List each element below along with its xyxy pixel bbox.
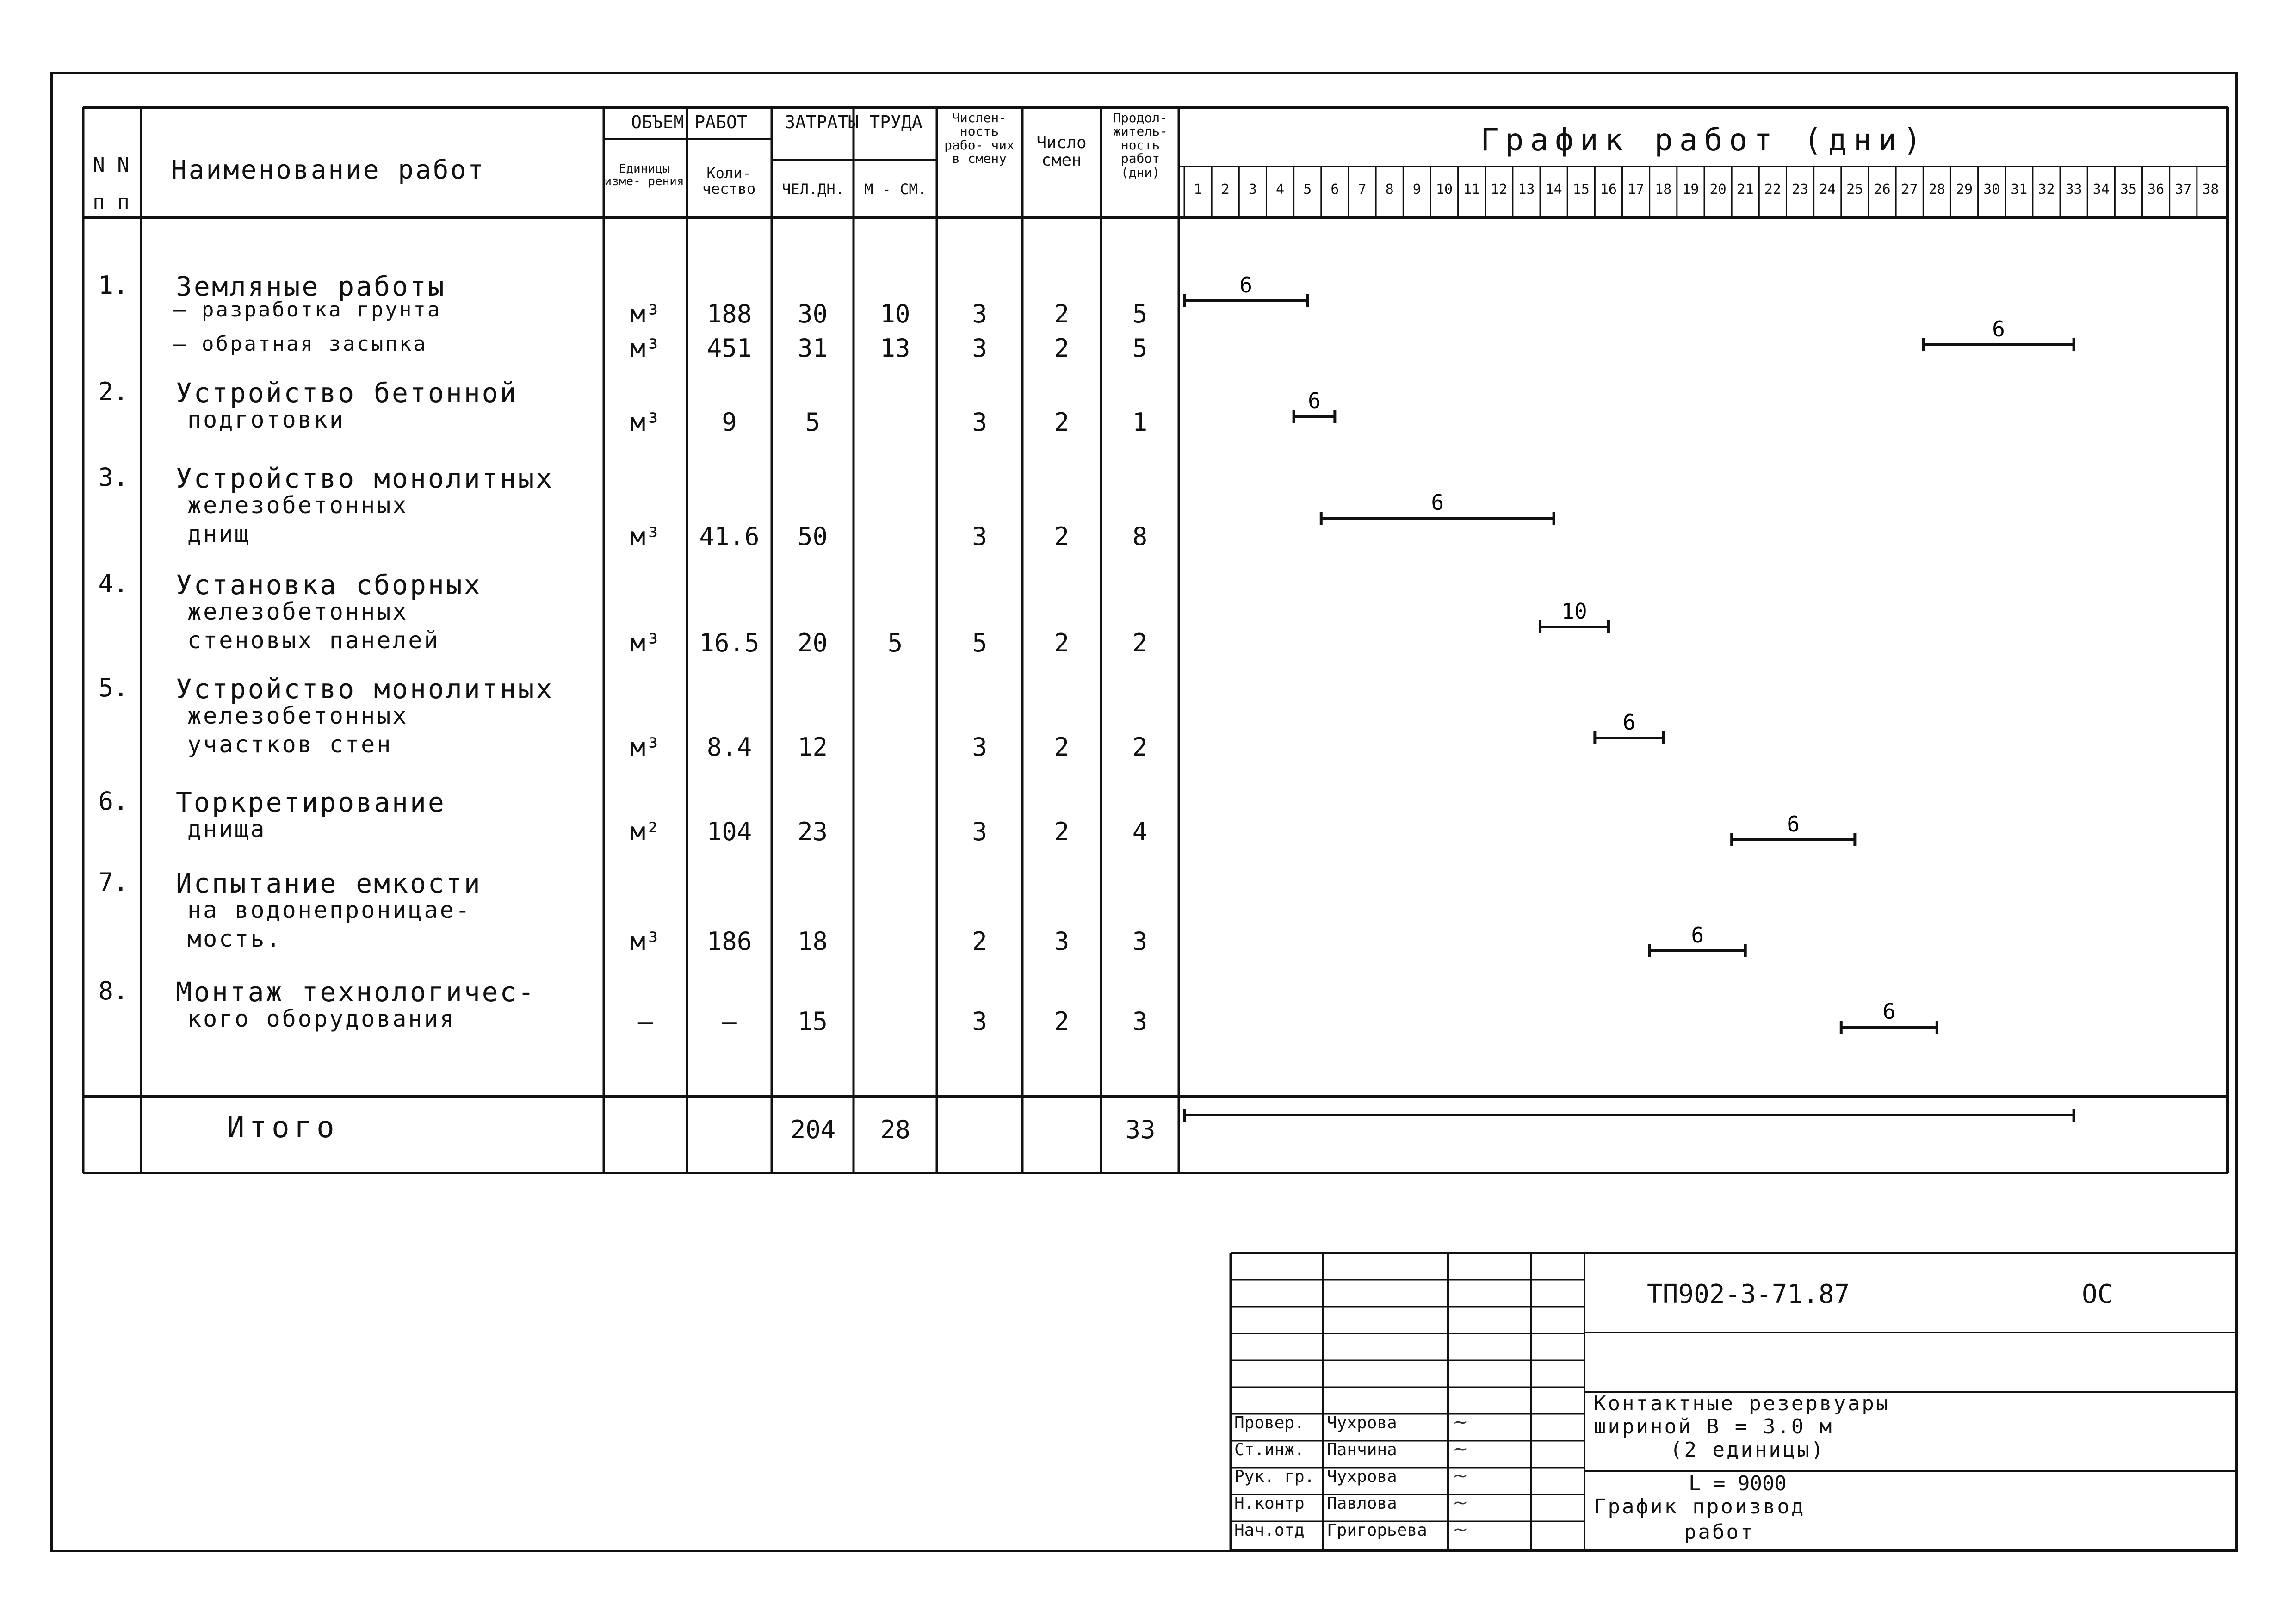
day-10: 10 xyxy=(1436,181,1453,198)
row-dur: 5 xyxy=(1132,299,1148,329)
day-37: 37 xyxy=(2175,181,2192,198)
total-mach: 28 xyxy=(880,1115,911,1144)
doc-title-1: Контактные резервуары xyxy=(1594,1392,1890,1415)
header-schedule: График работ (дни) xyxy=(1480,122,1928,158)
row-qty: 104 xyxy=(706,817,752,846)
day-22: 22 xyxy=(1764,181,1781,198)
day-15: 15 xyxy=(1572,181,1590,198)
work-name-line: на водонепроницае- xyxy=(187,897,471,924)
row-shifts: 2 xyxy=(1054,628,1070,657)
day-21: 21 xyxy=(1737,181,1754,198)
day-5: 5 xyxy=(1303,181,1312,198)
row-mandays: 30 xyxy=(797,299,828,329)
row-shifts: 2 xyxy=(1054,732,1070,762)
schedule-bar-label: 6 xyxy=(1992,316,2005,341)
row-number: 7. xyxy=(98,868,129,897)
day-3: 3 xyxy=(1248,181,1257,198)
row-workers: 5 xyxy=(972,628,987,657)
role-label: Нач.отд xyxy=(1234,1521,1305,1540)
day-16: 16 xyxy=(1600,181,1617,198)
row-qty: 16.5 xyxy=(699,628,760,657)
work-name-line: Устройство монолитных xyxy=(176,673,554,705)
person-name: Панчина xyxy=(1327,1440,1397,1459)
header-unit: Единицы изме- рения xyxy=(604,162,684,189)
row-shifts: 2 xyxy=(1054,408,1070,437)
day-27: 27 xyxy=(1901,181,1918,198)
schedule-bar-label: 6 xyxy=(1691,923,1704,948)
day-33: 33 xyxy=(2065,181,2082,198)
schedule-bar-1 xyxy=(1923,316,2073,351)
total-label: Итого xyxy=(227,1110,339,1145)
doc-code: ТП902-3-71.87 xyxy=(1647,1279,1850,1309)
role-label: Н.контр xyxy=(1234,1494,1305,1513)
signature-mark: ~ xyxy=(1453,1465,1468,1487)
doc-subtitle-1: График производ xyxy=(1594,1495,1806,1519)
schedule-bar-label: 6 xyxy=(1622,710,1636,735)
day-17: 17 xyxy=(1628,181,1645,198)
row-mandays: 18 xyxy=(797,927,828,956)
row-qty: — xyxy=(722,1007,737,1036)
row-unit: м³ xyxy=(630,522,661,551)
work-name-line: Устройство бетонной xyxy=(176,377,518,409)
day-9: 9 xyxy=(1412,181,1421,198)
row-mandays: 20 xyxy=(797,628,828,657)
header-machshift: М - СМ. xyxy=(864,180,927,198)
doc-title-3: (2 единицы) xyxy=(1670,1438,1826,1462)
work-name-line: Земляные работы xyxy=(176,271,446,302)
row-qty: 451 xyxy=(706,334,752,363)
work-name-line: Торкретирование xyxy=(176,787,446,818)
row-dur: 3 xyxy=(1132,1007,1148,1036)
doc-title-4: L = 9000 xyxy=(1689,1472,1787,1495)
schedule-bar-label: 6 xyxy=(1882,999,1896,1024)
row-dur: 2 xyxy=(1132,732,1148,762)
row-mandays: 15 xyxy=(797,1007,828,1036)
row-workers: 3 xyxy=(972,817,987,846)
header-duration: Продол- житель- ность работ (дни) xyxy=(1113,110,1168,180)
day-18: 18 xyxy=(1655,181,1672,198)
day-25: 25 xyxy=(1846,181,1863,198)
role-label: Провер. xyxy=(1234,1413,1305,1432)
total-duration: 33 xyxy=(1125,1115,1156,1144)
day-12: 12 xyxy=(1491,181,1508,198)
row-unit: м³ xyxy=(630,299,661,329)
row-number: 1. xyxy=(98,271,129,300)
row-workers: 2 xyxy=(972,927,987,956)
work-name-line: железобетонных xyxy=(187,492,408,519)
row-workers: 3 xyxy=(972,522,987,551)
day-20: 20 xyxy=(1709,181,1727,198)
doc-title-2: шириной В = 3.0 м xyxy=(1594,1415,1834,1438)
schedule-bar-label: 6 xyxy=(1308,388,1321,413)
row-qty: 186 xyxy=(706,927,752,956)
row-dur: 4 xyxy=(1132,817,1148,846)
row-unit: — xyxy=(637,1007,653,1036)
row-mach: 5 xyxy=(887,628,903,657)
header-nn: N N xyxy=(93,153,130,177)
work-name-line: участков стен xyxy=(187,731,393,758)
row-unit: м³ xyxy=(630,927,661,956)
row-workers: 3 xyxy=(972,299,987,329)
work-name-line: кого оборудования xyxy=(187,1005,456,1032)
day-31: 31 xyxy=(2011,181,2028,198)
work-name-line: – обратная засыпка xyxy=(173,332,427,356)
row-shifts: 2 xyxy=(1054,817,1070,846)
work-name-line: железобетонных xyxy=(187,598,408,625)
day-13: 13 xyxy=(1518,181,1535,198)
schedule-bar-0 xyxy=(1184,273,1307,307)
signature-mark: ~ xyxy=(1453,1412,1468,1433)
header-labor: ЗАТРАТЫ ТРУДА xyxy=(785,112,922,132)
header-workers: Числен- ность рабо- чих в смену xyxy=(944,110,1015,167)
schedule-bar-9 xyxy=(1184,1109,2074,1122)
schedule-bar-6 xyxy=(1732,812,1855,846)
day-29: 29 xyxy=(1956,181,1973,198)
schedule-bar-label: 6 xyxy=(1431,490,1444,515)
day-26: 26 xyxy=(1874,181,1891,198)
row-mandays: 50 xyxy=(797,522,828,551)
row-dur: 1 xyxy=(1132,408,1148,437)
row-number: 4. xyxy=(98,569,129,598)
role-label: Ст.инж. xyxy=(1234,1440,1305,1459)
schedule-bar-7 xyxy=(1650,923,1745,957)
schedule-bar-3 xyxy=(1321,490,1554,525)
work-name-line: днищ xyxy=(187,521,251,547)
header-name: Наименование работ xyxy=(171,155,485,185)
day-2: 2 xyxy=(1221,181,1230,198)
day-35: 35 xyxy=(2120,181,2137,198)
work-name-line: днища xyxy=(187,816,266,843)
row-unit: м³ xyxy=(630,408,661,437)
work-name-line: Установка сборных xyxy=(176,569,482,601)
row-mandays: 12 xyxy=(797,732,828,762)
schedule-bar-5 xyxy=(1595,710,1663,744)
row-unit: м³ xyxy=(630,732,661,762)
header-manday: ЧЕЛ.ДН. xyxy=(782,180,844,198)
row-workers: 3 xyxy=(972,408,987,437)
row-qty: 9 xyxy=(722,408,737,437)
row-qty: 8.4 xyxy=(706,732,752,762)
signature-mark: ~ xyxy=(1453,1438,1468,1460)
header-pp: п п xyxy=(93,190,130,214)
day-23: 23 xyxy=(1791,181,1809,198)
header-shifts: Число смен xyxy=(1036,133,1087,170)
row-mandays: 5 xyxy=(805,408,820,437)
row-mandays: 23 xyxy=(797,817,828,846)
signature-mark: ~ xyxy=(1453,1492,1468,1513)
day-38: 38 xyxy=(2202,181,2219,198)
person-name: Павлова xyxy=(1327,1494,1397,1513)
row-workers: 3 xyxy=(972,732,987,762)
row-shifts: 2 xyxy=(1054,334,1070,363)
row-number: 3. xyxy=(98,463,129,492)
work-name-line: Испытание емкости xyxy=(176,868,482,899)
work-name-line: Устройство монолитных xyxy=(176,463,554,494)
row-dur: 5 xyxy=(1132,334,1148,363)
total-mandays: 204 xyxy=(790,1115,836,1144)
day-19: 19 xyxy=(1682,181,1699,198)
row-qty: 41.6 xyxy=(699,522,760,551)
work-name-line: стеновых панелей xyxy=(187,627,440,654)
day-32: 32 xyxy=(2038,181,2055,198)
day-6: 6 xyxy=(1331,181,1339,198)
day-7: 7 xyxy=(1358,181,1367,198)
day-34: 34 xyxy=(2092,181,2110,198)
row-dur: 3 xyxy=(1132,927,1148,956)
schedule-bar-2 xyxy=(1294,388,1335,423)
day-11: 11 xyxy=(1463,181,1480,198)
row-unit: м² xyxy=(630,817,661,846)
day-24: 24 xyxy=(1819,181,1836,198)
person-name: Григорьева xyxy=(1327,1521,1427,1540)
row-mandays: 31 xyxy=(797,334,828,363)
row-unit: м³ xyxy=(630,628,661,657)
work-name-line: – разработка грунта xyxy=(173,298,442,322)
day-28: 28 xyxy=(1928,181,1945,198)
person-name: Чухрова xyxy=(1327,1413,1397,1432)
day-8: 8 xyxy=(1385,181,1394,198)
row-dur: 8 xyxy=(1132,522,1148,551)
day-14: 14 xyxy=(1545,181,1562,198)
row-dur: 2 xyxy=(1132,628,1148,657)
header-qty: Коли- чество xyxy=(702,164,756,198)
row-workers: 3 xyxy=(972,1007,987,1036)
row-workers: 3 xyxy=(972,334,987,363)
schedule-bar-label: 10 xyxy=(1561,599,1587,624)
doc-subtitle-2: работ xyxy=(1684,1520,1755,1544)
schedule-bar-8 xyxy=(1841,999,1937,1034)
sheet-mark: ОС xyxy=(2082,1279,2113,1309)
role-label: Рук. гр. xyxy=(1234,1467,1315,1486)
day-30: 30 xyxy=(1983,181,2000,198)
row-shifts: 3 xyxy=(1054,927,1070,956)
day-36: 36 xyxy=(2147,181,2165,198)
row-number: 2. xyxy=(98,377,129,406)
work-name-line: подготовки xyxy=(187,406,346,433)
row-shifts: 2 xyxy=(1054,522,1070,551)
signature-mark: ~ xyxy=(1453,1519,1468,1540)
schedule-bar-4 xyxy=(1540,599,1609,633)
row-number: 8. xyxy=(98,976,129,1005)
day-4: 4 xyxy=(1276,181,1285,198)
row-number: 6. xyxy=(98,787,129,816)
row-shifts: 2 xyxy=(1054,1007,1070,1036)
work-name-line: Монтаж технологичес- xyxy=(176,976,536,1008)
row-number: 5. xyxy=(98,673,129,702)
row-mach: 13 xyxy=(880,334,910,363)
work-name-line: мость. xyxy=(187,925,282,952)
header-volume: ОБЪЕМ РАБОТ xyxy=(631,112,748,132)
schedule-bar-label: 6 xyxy=(1787,812,1800,837)
day-1: 1 xyxy=(1194,181,1202,198)
work-name-line: железобетонных xyxy=(187,702,408,729)
person-name: Чухрова xyxy=(1327,1467,1397,1486)
row-qty: 188 xyxy=(706,299,752,329)
schedule-bar-label: 6 xyxy=(1239,273,1252,298)
row-unit: м³ xyxy=(630,334,661,363)
row-mach: 10 xyxy=(880,299,910,329)
row-shifts: 2 xyxy=(1054,299,1070,329)
